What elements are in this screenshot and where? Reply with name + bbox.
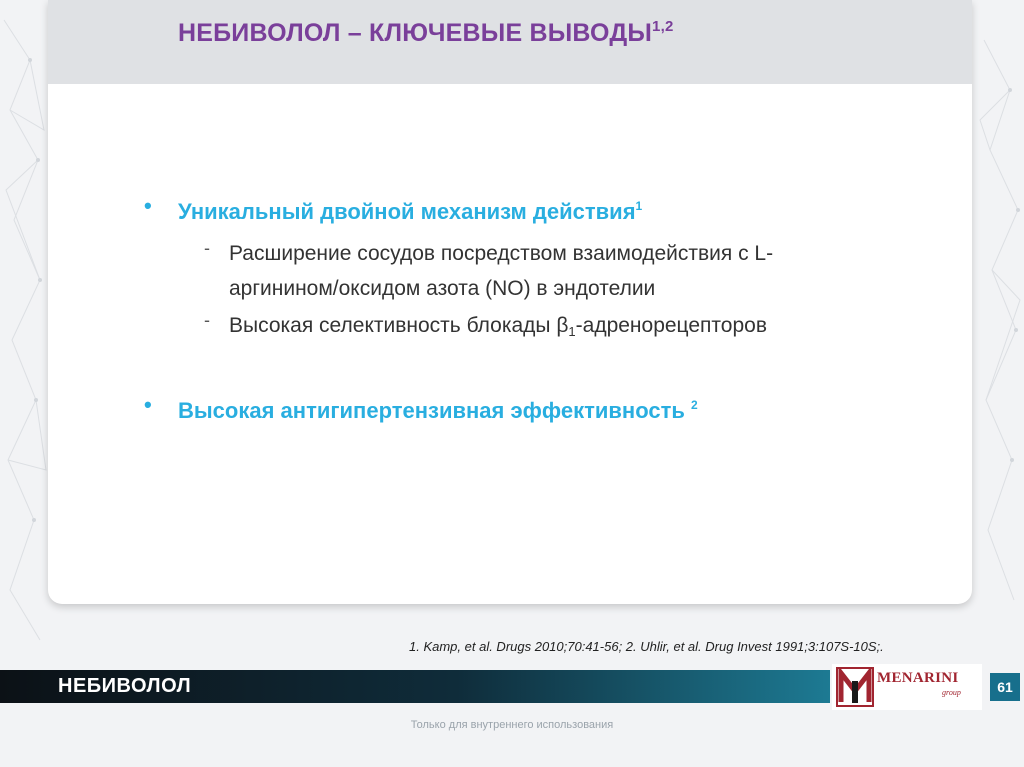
sub-item-text-after: -адренорецепторов	[575, 314, 767, 337]
references: 1. Kamp, et al. Drugs 2010;70:41-56; 2. Uhlir, et al. Drug Invest 1991;3:107S-10S;.	[409, 639, 884, 654]
sub-item-text-before: Высокая селективность блокады β	[229, 314, 569, 337]
slide-title-superscript: 1,2	[652, 18, 674, 35]
title-band	[48, 0, 972, 84]
slide-title-text: НЕБИВОЛОЛ – КЛЮЧЕВЫЕ ВЫВОДЫ	[178, 19, 653, 47]
sub-item-vasodilation	[144, 236, 879, 306]
menarini-emblem-icon	[836, 667, 874, 707]
sub-item-selectivity	[144, 308, 879, 349]
bullet-superscript: 1	[635, 199, 643, 213]
bullet-text: Высокая антигипертензивная эффективность	[178, 398, 691, 423]
sub-item-marker: -	[204, 310, 210, 330]
bullet-marker: •	[144, 392, 152, 417]
bullet-text: Уникальный двойной механизм действия	[178, 199, 636, 224]
menarini-logo	[832, 664, 982, 710]
page-number-badge: 61	[990, 673, 1020, 701]
bullet-superscript: 2	[691, 398, 698, 412]
footer-brand-label: НЕБИВОЛОЛ	[58, 675, 192, 697]
slide-title	[178, 18, 673, 48]
sub-item-text: Расширение сосудов посредством взаимодействия с L-аргинином/оксидом азота (NO) в эндотелии	[229, 242, 774, 300]
logo-wordmark: MENARINI	[877, 670, 959, 686]
sub-item-marker: -	[204, 238, 210, 258]
sub-item-list	[144, 236, 934, 349]
bullet-list	[144, 190, 934, 427]
logo-subtext: group	[942, 688, 961, 697]
bullet-marker: •	[144, 193, 152, 218]
footer-bar	[0, 670, 830, 703]
sub-item-subscript: 1	[568, 324, 576, 339]
slide-content-card	[48, 0, 972, 604]
internal-use-note: Только для внутреннего использования	[410, 719, 614, 731]
bullet-item-efficacy	[144, 389, 934, 427]
bullet-item-mechanism	[144, 190, 934, 228]
